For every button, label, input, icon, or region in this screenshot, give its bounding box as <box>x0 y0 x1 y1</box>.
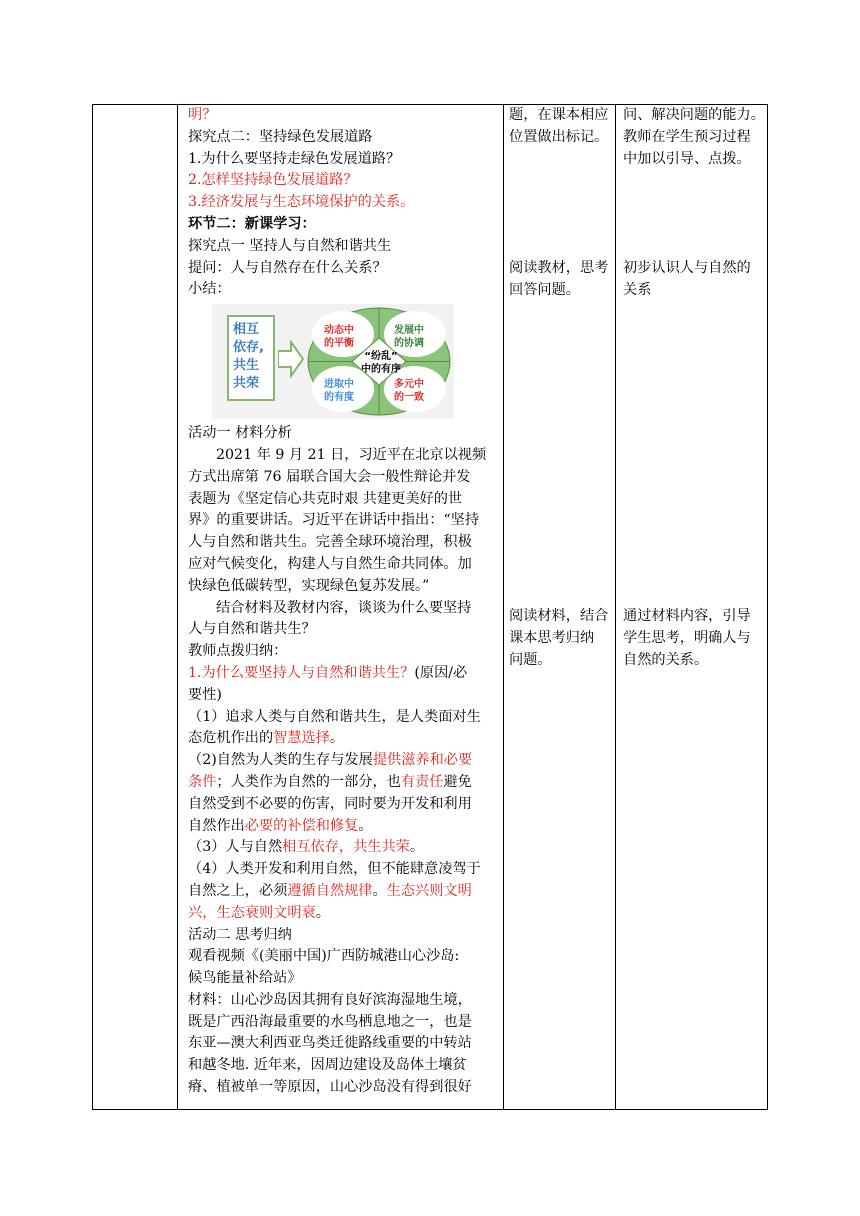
text-segment: 。 <box>358 817 373 834</box>
text-line: 回答问题。 <box>509 281 580 298</box>
text-segment: （2)自然为人类的生存与发展 <box>188 752 373 769</box>
relationship-summary-box <box>227 315 275 401</box>
text-line <box>188 685 500 707</box>
text-line: 人与自然和谐共生？ <box>188 621 316 638</box>
text-line <box>188 1033 500 1055</box>
text-segment: 要性) <box>188 686 222 703</box>
quadrant-label: 进取中 <box>324 379 354 391</box>
text-line: 初步认识人与自然的 <box>623 260 751 276</box>
quadrant-label: 的一致 <box>394 392 424 404</box>
text-segment: (原因/必 <box>414 664 468 681</box>
text-line <box>188 707 500 729</box>
highlighted-text: 遵循自然规律 <box>287 882 373 899</box>
text-line: 2021 年 9 月 21 日，习近平在北京以视频 <box>216 446 487 463</box>
text-line: 表题为《坚定信心共克时艰 共建更美好的世 <box>188 490 463 507</box>
text-line: 位置做出标记。 <box>509 128 609 145</box>
quadrant-label: 的有度 <box>324 392 354 404</box>
column-divider <box>615 105 616 1109</box>
text-segment: 。 <box>329 730 345 747</box>
column-divider <box>503 105 504 1109</box>
text-segment: 。 <box>372 882 387 899</box>
text-segment: 活动二 思考归纳 <box>188 926 292 943</box>
text-segment: 观看视频《(美丽中国)广西防城港山心沙岛: <box>188 948 460 965</box>
column-stage <box>93 105 177 1109</box>
text-line <box>188 881 500 903</box>
text-line: 人与自然和谐共生。完善全球环境治理，积极 <box>188 534 472 551</box>
text-line <box>188 663 500 685</box>
text-line: 阅读教材，思考 <box>509 260 609 276</box>
highlighted-text: 必要的补偿和修复 <box>244 817 359 834</box>
student-activity-block <box>509 258 608 302</box>
quadrant-developing-coordination <box>394 324 424 350</box>
text-line: 结合材料及教材内容，谈谈为什么要坚持 <box>216 599 472 616</box>
text-segment: 自然受到不必要的伤害，同时要为开发和利用 <box>188 795 472 812</box>
relationship-summary-line: 共荣 <box>233 376 260 392</box>
text-line <box>188 859 500 881</box>
text-line: 问题。 <box>509 651 552 668</box>
text-line: 教师在学生预习过程 <box>623 128 751 145</box>
text-line <box>188 750 500 772</box>
text-line: 学生思考，明确人与 <box>623 629 751 646</box>
highlighted-text: 条件 <box>188 773 217 790</box>
text-segment: 瘠、植被单一等原因，山心沙岛没有得到很好 <box>188 1079 472 1096</box>
text-line: 中加以引导、点拨。 <box>623 150 751 167</box>
highlighted-text: 有责任 <box>400 773 444 790</box>
text-segment: 东亚—澳大利西亚鸟类迁徙路线重要的中转站 <box>188 1035 472 1052</box>
text-line: 界》的重要讲话。习近平在讲话中指出：“坚持 <box>188 512 480 529</box>
text-line: 1.为什么要坚持走绿色发展道路？ <box>188 150 401 167</box>
center-label: “纷乱” <box>364 351 398 363</box>
text-line: 教师点拨归纳： <box>188 643 288 660</box>
design-intent-block <box>623 105 765 170</box>
student-activity-block <box>509 105 608 149</box>
text-line <box>188 990 500 1012</box>
text-line: 3.经济发展与生态环境保护的关系。 <box>188 194 415 211</box>
text-line <box>188 772 500 794</box>
quadrant-progress-moderation <box>324 378 354 404</box>
text-line <box>188 837 500 859</box>
lesson-plan-table <box>92 104 768 1110</box>
quadrant-label: 的平衡 <box>324 338 354 350</box>
quadrant-dynamic-balance <box>324 324 354 350</box>
text-line: 方式出席第 76 届联合国大会一般性辩论并发 <box>188 468 471 485</box>
text-segment: 和越冬地. 近年来，因周边建设及岛体土壤贫 <box>188 1057 467 1074</box>
text-segment: （3）人与自然 <box>188 839 283 856</box>
highlighted-text: 提供滋养和必要 <box>372 752 473 769</box>
text-line: 探究点一 坚持人与自然和谐共生 <box>188 237 392 254</box>
highlighted-text: 相互依存，共生共荣 <box>282 839 410 856</box>
text-line: 快绿色低碳转型，实现绿色复苏发展。” <box>188 577 430 594</box>
text-segment: 。 <box>409 839 425 856</box>
relationship-summary-line: 依存, <box>233 340 264 356</box>
text-line: 小结： <box>188 281 231 298</box>
text-line <box>188 1055 500 1077</box>
text-line <box>188 946 500 968</box>
text-segment: 材料：山心沙岛因其拥有良好滨海湿地生境， <box>188 991 472 1008</box>
text-segment: 态危机作出的 <box>188 730 274 747</box>
text-segment: 。 <box>315 904 330 921</box>
text-line: 环节二：新课学习： <box>188 215 316 232</box>
text-line: 通过材料内容，引导 <box>623 608 751 624</box>
text-line: 课本思考归纳 <box>509 629 595 646</box>
text-line: 应对气候变化，构建人与自然生命共同体。加 <box>188 555 472 572</box>
quadrant-label: 的协调 <box>394 338 424 350</box>
text-segment: （1）追求人类与自然和谐共生，是人类面对生 <box>188 708 481 725</box>
quadrant-diversity-unity <box>394 378 424 404</box>
text-line <box>188 968 500 990</box>
text-segment: ；人类作为自然的一部分，也 <box>216 773 401 790</box>
text-segment: 候鸟能量补给站》 <box>188 970 302 987</box>
design-intent-block <box>623 258 751 302</box>
column-divider <box>177 105 178 1109</box>
text-line: 明？ <box>188 107 217 123</box>
column-teaching-content <box>188 105 500 1099</box>
highlighted-text: 生态兴则文明 <box>386 882 472 899</box>
relationship-summary-line: 相互 <box>233 322 260 338</box>
center-label: 中的有序 <box>361 364 401 376</box>
text-segment: 自然之上，必须 <box>188 882 288 899</box>
design-intent-block <box>623 606 751 671</box>
text-line: 题，在课本相应 <box>509 107 609 123</box>
quadrant-label: 动态中 <box>324 325 354 337</box>
text-line <box>188 816 500 838</box>
content-activity-lines <box>188 423 500 663</box>
content-summary-lines <box>188 663 500 1099</box>
text-line: 探究点二：坚持绿色发展道路 <box>188 128 373 145</box>
text-segment: 避免 <box>443 773 472 790</box>
text-line <box>188 1077 500 1099</box>
text-line <box>188 1012 500 1034</box>
text-line: 自然的关系。 <box>623 651 709 668</box>
center-order-label <box>350 350 412 376</box>
text-line: 2.怎样坚持绿色发展道路？ <box>188 172 358 189</box>
quadrant-label: 多元中 <box>394 379 424 391</box>
highlighted-text: 兴，生态衰则文明衰 <box>188 904 316 921</box>
text-line <box>188 794 500 816</box>
highlighted-text: 1.为什么要坚持人与自然和谐共生？ <box>188 664 415 681</box>
text-line <box>188 728 500 750</box>
text-line: 问、解决问题的能力。 <box>623 107 765 123</box>
arrow-right-icon <box>278 340 304 378</box>
text-segment: （4）人类开发和利用自然，但不能肆意凌驾于 <box>188 861 481 878</box>
highlighted-text: 智慧选择 <box>273 730 330 747</box>
relationship-summary-line: 共生 <box>233 358 260 374</box>
text-line: 活动一 材料分析 <box>188 425 292 442</box>
text-line <box>188 925 500 947</box>
text-line <box>188 903 500 925</box>
student-activity-block <box>509 606 608 671</box>
relationship-diagram <box>212 304 454 419</box>
text-line: 提问：人与自然存在什么关系？ <box>188 259 387 276</box>
text-segment: 自然作出 <box>188 817 245 834</box>
text-segment: 既是广西沿海最重要的水鸟栖息地之一，也是 <box>188 1013 472 1030</box>
text-line: 阅读材料，结合 <box>509 608 609 624</box>
text-line: 关系 <box>623 281 652 298</box>
content-intro-lines <box>188 105 500 301</box>
quadrant-label: 发展中 <box>394 325 424 337</box>
